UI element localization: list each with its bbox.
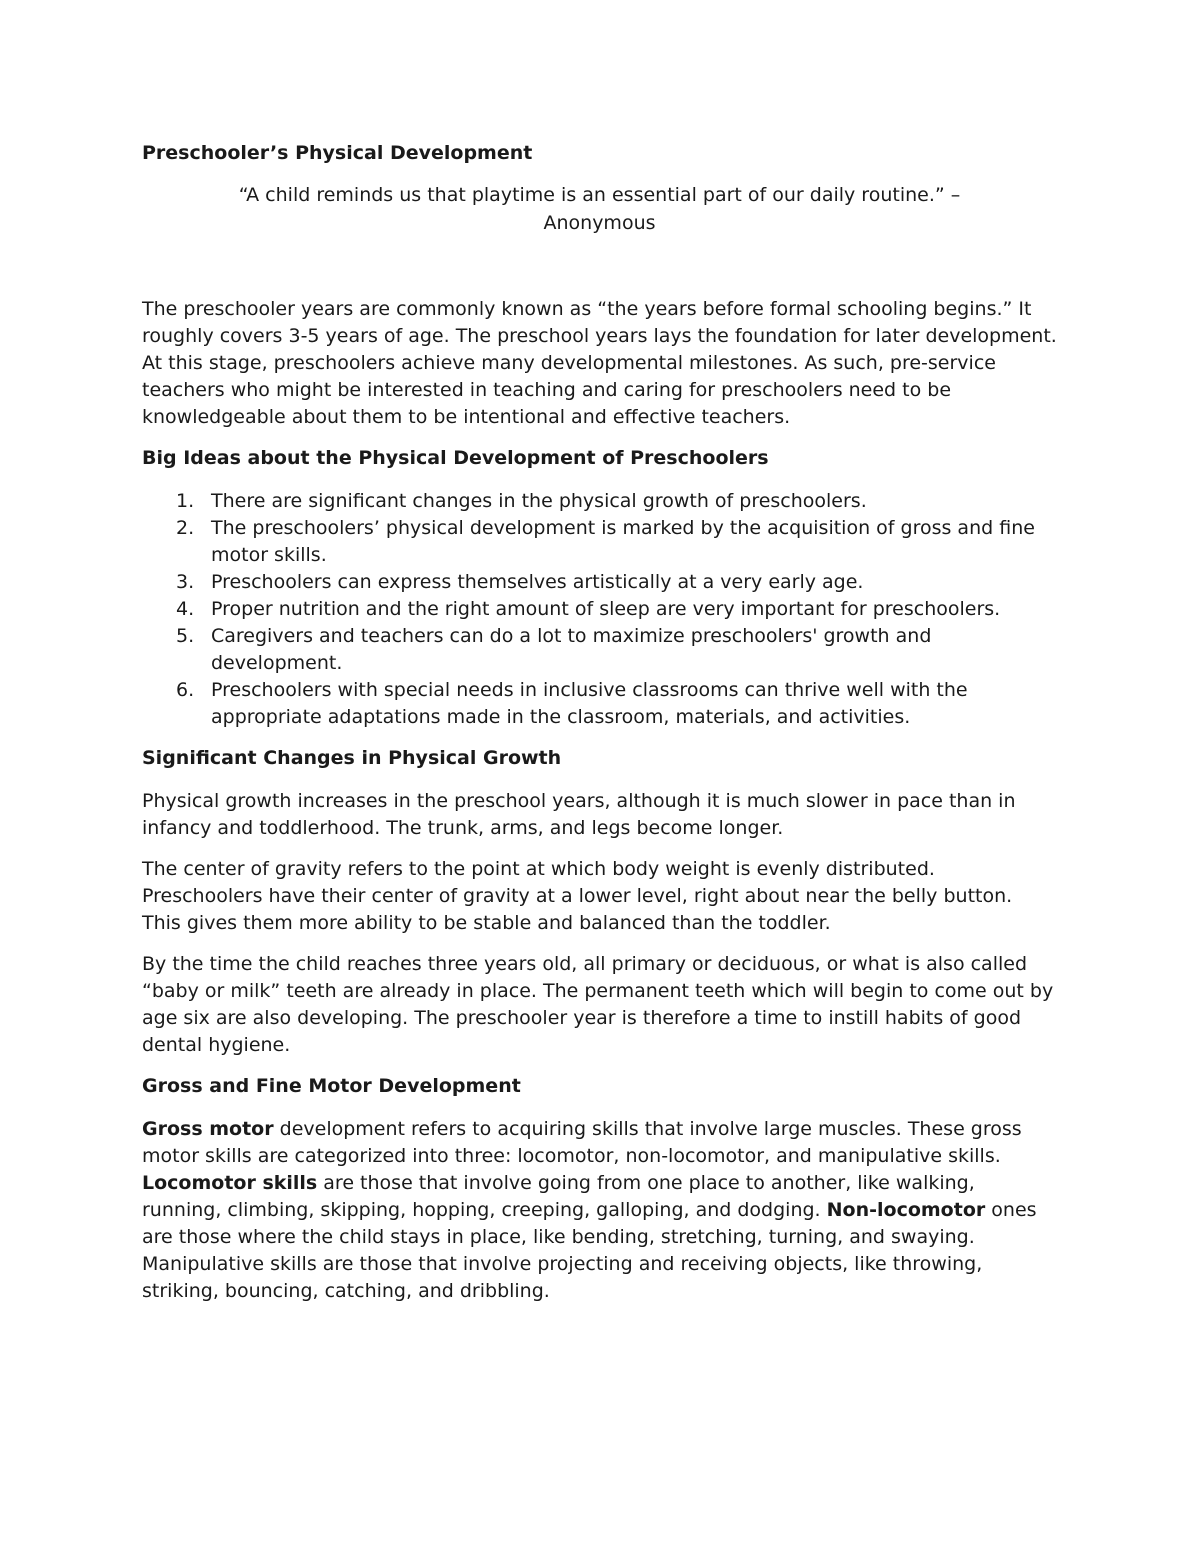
list-number: 4. [176,598,195,620]
epigraph-quote [142,181,1057,237]
growth-paragraph-2: The center of gravity refers to the point at which body weight is evenly distributed. Preschoolers have their center of gravity at a lower level, right about near the belly button. This gives them more ability to be stable and balanced than the toddler. [142,858,1013,934]
locomotor-term: Locomotor skills [142,1172,318,1194]
motor-text-c: ones are those where the child stays in place, like bending, stretching, turning, and swaying. Manipulative skills are those that involve projecting and receiving objects, like throwing, striking, bouncing, catching, and dribbling. [142,1199,1037,1302]
motor-text-b: are those that involve going from one place to another, like walking, running, climbing, skipping, hopping, creeping, galloping, and dodging. [142,1172,975,1221]
list-text: Preschoolers can express themselves artistically at a very early age. [211,571,864,593]
motor-paragraph [142,1116,1057,1305]
quote-author: Anonymous [543,212,656,234]
list-number: 1. [176,490,195,512]
quote-text: “A child reminds us that playtime is an essential part of our daily routine.” – [238,184,961,206]
big-ideas-list [142,488,1057,731]
list-number: 5. [176,625,195,647]
gross-motor-term: Gross motor [142,1118,274,1140]
growth-paragraph-1: Physical growth increases in the preschool years, although it is much slower in pace than in infancy and toddlerhood. The trunk, arms, and legs become longer. [142,790,1016,839]
big-ideas-heading: Big Ideas about the Physical Development of Preschoolers [142,447,769,469]
list-text: Preschoolers with special needs in inclusive classrooms can thrive well with the appropriate adaptations made in the classroom, materials, and activities. [211,679,968,728]
list-number: 3. [176,571,195,593]
growth-heading: Significant Changes in Physical Growth [142,747,562,769]
list-text: Caregivers and teachers can do a lot to maximize preschoolers' growth and development. [211,625,932,674]
list-item [142,623,1057,677]
list-item [142,677,1057,731]
document-body [142,140,1057,1319]
list-item [142,569,1057,596]
motor-text-a: development refers to acquiring skills that involve large muscles. These gross motor skills are categorized into three: locomotor, non-locomotor, and manipulative skills. [142,1118,1022,1167]
list-item [142,488,1057,515]
non-locomotor-term: Non-locomotor [826,1199,986,1221]
page-title: Preschooler’s Physical Development [142,142,533,164]
motor-heading: Gross and Fine Motor Development [142,1075,521,1097]
list-number: 2. [176,517,195,539]
list-text: The preschoolers’ physical development is marked by the acquisition of gross and fine motor skills. [211,517,1035,566]
list-item [142,515,1057,569]
list-number: 6. [176,679,195,701]
list-item [142,596,1057,623]
list-text: Proper nutrition and the right amount of sleep are very important for preschoolers. [211,598,1001,620]
intro-paragraph: The preschooler years are commonly known as “the years before formal schooling begins.” It roughly covers 3-5 years of age. The preschool years lays the foundation for later development. At this stage, preschoolers achieve many developmental milestones. As such, pre-service teachers who might be interested in teaching and caring for preschoolers need to be knowledgeable about them to be intentional and effective teachers. [142,298,1057,428]
list-text: There are significant changes in the physical growth of preschoolers. [211,490,867,512]
growth-paragraph-3: By the time the child reaches three years old, all primary or deciduous, or what is also called “baby or milk” teeth are already in place. The permanent teeth which will begin to come out by age six are also developing. The preschooler year is therefore a time to instill habits of good dental hygiene. [142,953,1054,1056]
